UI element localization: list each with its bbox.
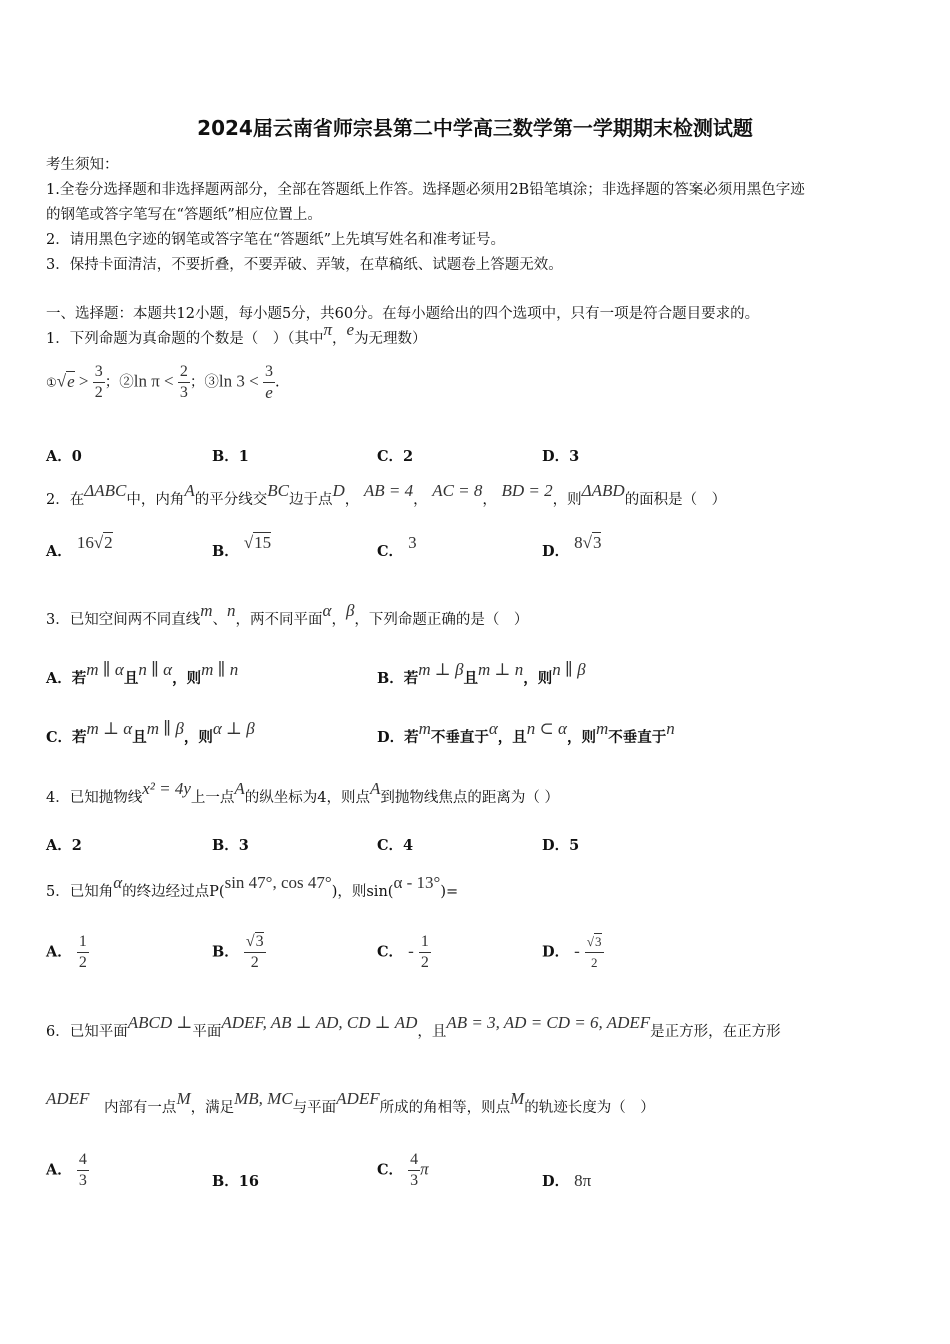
q5-a-frac xyxy=(77,932,89,973)
q2-text-1: 2．在 xyxy=(46,492,85,508)
q2-option-c-label: C． xyxy=(377,543,404,560)
q6-a-num: 4 xyxy=(77,1150,89,1171)
q2-math-8: ΔABD xyxy=(581,481,625,500)
q1-option-c[interactable]: C．2 xyxy=(377,448,414,465)
q5-text-2: 的终边经过点P( xyxy=(122,884,225,900)
q2-option-c[interactable] xyxy=(377,533,417,561)
q3-d-text-5: 不垂直于 xyxy=(608,729,667,746)
notice-item-2: 2．请用黑色字迹的钢笔或答字笔在“答题纸”上先填写姓名和准考证号。 xyxy=(46,232,506,248)
q1-option-d[interactable]: D．3 xyxy=(542,448,580,465)
q3-d-text-1: D．若 xyxy=(377,729,419,746)
q2-math-5: AB = 4 xyxy=(363,481,414,500)
q1-sqrt: √e xyxy=(56,371,75,391)
q1-frac-2 xyxy=(178,362,190,403)
q1-pi: π xyxy=(323,320,333,339)
q6-text-7: 与平面 xyxy=(292,1100,337,1116)
q4-text-2: 上一点 xyxy=(190,790,235,806)
q1-circle-1: ① xyxy=(46,375,57,390)
q1-sep-2: ；③ xyxy=(189,374,219,391)
question-6-stem-1 xyxy=(46,1013,781,1041)
q5-a-num: 1 xyxy=(77,932,89,953)
q5-d-sign: - xyxy=(574,941,580,961)
q3-math-4: β xyxy=(345,601,355,620)
q3-c-text-1: C．若 xyxy=(46,729,87,746)
q3-d-math-1: m xyxy=(418,719,431,738)
q4-math-1: x² = 4y xyxy=(142,779,191,798)
question-1-stem xyxy=(46,320,427,348)
q3-d-text-3: ，且 xyxy=(497,729,527,746)
q2-math-1: ΔABC xyxy=(84,481,127,500)
q1-text-a: 1．下列命题为真命题的个数是（ ）（其中 xyxy=(46,331,324,347)
q5-a-den: 2 xyxy=(78,954,87,971)
q5-b-num: √3 xyxy=(244,932,266,953)
q2-math-6: AC = 8 xyxy=(432,481,483,500)
q3-b-text-3: ，则 xyxy=(523,670,553,687)
q3-b-text-2: 且 xyxy=(463,670,478,687)
q4-math-2: A xyxy=(234,779,245,798)
q6-c-num: 4 xyxy=(408,1150,420,1171)
q1-ln3: ln 3 < xyxy=(218,371,263,391)
q2-a-rad: 2 xyxy=(104,533,113,552)
notice-item-3: 3．保持卡面清洁，不要折叠，不要弄破、弄皱，在草稿纸、试题卷上答题无效。 xyxy=(46,257,563,273)
question-5-stem xyxy=(46,873,459,901)
q1-sep-1: ；② xyxy=(104,374,134,391)
q5-option-c[interactable] xyxy=(377,932,431,973)
q3-c-math-3: α ⊥ β xyxy=(212,719,255,738)
q3-a-math-2: n ∥ α xyxy=(138,660,173,679)
q3-b-math-3: n ∥ β xyxy=(552,660,586,679)
q1-frac-1 xyxy=(93,362,105,403)
q5-option-b[interactable] xyxy=(212,932,266,973)
q6-text-8: 所成的角相等，则点 xyxy=(379,1100,511,1116)
q3-math-3: α xyxy=(322,601,332,620)
q2-math-4: D xyxy=(332,481,345,500)
q6-math-5: M xyxy=(176,1089,191,1108)
q6-d-label: D． xyxy=(542,1173,570,1190)
q5-b-den: 2 xyxy=(250,954,259,971)
q6-c-label: C． xyxy=(377,1161,404,1179)
question-4-stem xyxy=(46,779,560,807)
q2-option-c-value: 3 xyxy=(408,533,417,552)
q3-c-math-2: m ∥ β xyxy=(146,719,184,738)
q6-text-2: 平面 xyxy=(192,1024,222,1040)
q6-text-4: 是正方形，在正方形 xyxy=(650,1024,781,1040)
q5-c-label: C． xyxy=(377,943,404,961)
q3-d-text-4: ，则 xyxy=(566,729,596,746)
q6-math-6: MB, MC xyxy=(234,1089,293,1108)
q3-c-math-1: m ⊥ α xyxy=(86,719,133,738)
q1-frac-2-den: 3 xyxy=(179,384,188,401)
question-3-stem xyxy=(46,601,529,629)
q3-d-math-3: n ⊂ α xyxy=(526,719,567,738)
q5-d-rad: 3 xyxy=(595,934,602,949)
q5-text-3: )，则sin( xyxy=(331,884,394,900)
q6-math-3: AB = 3, AD = CD = 6, ADEF xyxy=(446,1013,651,1032)
q3-math-1: m xyxy=(200,601,213,620)
q1-end: . xyxy=(274,374,280,391)
q1-frac-3-num: 3 xyxy=(263,362,275,383)
page-title: 2024届云南省师宗县第二中学高三数学第一学期期末检测试题 xyxy=(197,116,753,140)
q2-b-rad: 15 xyxy=(254,533,272,552)
q4-option-d[interactable]: D．5 xyxy=(542,837,580,854)
q2-math-3: BC xyxy=(267,481,289,500)
q6-c-den: 3 xyxy=(410,1172,419,1189)
q5-math-3: α - 13° xyxy=(393,873,441,892)
q5-c-num: 1 xyxy=(419,932,431,953)
q6-math-8: M xyxy=(510,1089,525,1108)
q5-b-label: B． xyxy=(212,943,239,961)
q3-b-math-2: m ⊥ n xyxy=(478,660,524,679)
q3-a-text-1: A．若 xyxy=(46,670,87,687)
question-2-stem xyxy=(46,481,727,509)
q3-a-text-3: ，则 xyxy=(172,670,202,687)
q1-frac-3-den: e xyxy=(265,383,273,402)
q2-option-d-label: D． xyxy=(542,543,570,560)
q3-a-math-3: m ∥ n xyxy=(201,660,239,679)
q3-a-text-2: 且 xyxy=(123,670,139,687)
q3-d-math-4: m xyxy=(595,719,609,738)
q2-option-a[interactable] xyxy=(46,533,113,561)
q1-gt: > xyxy=(74,371,93,391)
q5-text-1: 5．已知角 xyxy=(46,884,114,900)
q6-c-pi: π xyxy=(420,1159,429,1179)
q2-text-2: 中，内角 xyxy=(126,492,185,508)
q6-math-1: ABCD ⊥ xyxy=(127,1013,193,1032)
q1-frac-2-num: 2 xyxy=(178,362,190,383)
q5-b-frac xyxy=(244,932,266,973)
q3-math-2: n xyxy=(227,601,236,620)
notice-item-1: 1.全卷分选择题和非选择题两部分，全部在答题纸上作答。选择题必须用2B铅笔填涂；非选择题的答案必须用黑色字迹 xyxy=(46,182,805,198)
q1-frac-1-num: 3 xyxy=(93,362,105,383)
q5-math-1: α xyxy=(113,873,123,892)
q4-math-3: A xyxy=(370,779,381,798)
q3-text-3: ，下列命题正确的是（ ） xyxy=(354,612,529,628)
q2-text-5: ，则 xyxy=(552,492,582,508)
q3-option-a[interactable] xyxy=(46,660,239,688)
q2-option-a-value: 16√2 xyxy=(76,533,113,552)
q6-c-frac xyxy=(408,1150,420,1191)
q3-text-2: ，两不同平面 xyxy=(235,612,323,628)
q6-a-frac xyxy=(77,1150,89,1191)
section-heading: 一、选择题：本题共12小题，每小题5分，共60分。在每小题给出的四个选项中，只有一项是符合题目要求的。 xyxy=(46,306,760,322)
q1-option-a[interactable]: A．0 xyxy=(46,448,82,465)
q2-d-coef: 8 xyxy=(574,533,583,552)
q1-e: e xyxy=(346,320,355,339)
q4-option-a[interactable]: A．2 xyxy=(46,837,82,854)
q3-sep-2: ， xyxy=(331,612,346,628)
q6-option-c[interactable] xyxy=(377,1150,429,1191)
q3-b-math-1: m ⊥ β xyxy=(418,660,464,679)
q1-option-b[interactable]: B．1 xyxy=(212,448,249,465)
q3-option-b[interactable] xyxy=(377,660,586,688)
q5-d-num: √3 xyxy=(585,932,604,953)
q4-text-1: 4．已知抛物线 xyxy=(46,790,143,806)
q6-text-9: 的轨迹长度为（ ） xyxy=(524,1100,655,1116)
q2-option-d-value: 8√3 xyxy=(574,533,602,552)
q2-option-d[interactable] xyxy=(542,533,602,561)
q5-d-den: 2 xyxy=(590,955,598,970)
q5-option-d[interactable] xyxy=(542,932,604,973)
q5-option-a[interactable] xyxy=(46,932,89,973)
q3-sep-1: 、 xyxy=(212,612,228,628)
q3-text-1: 3．已知空间两不同直线 xyxy=(46,612,201,628)
q4-option-b[interactable]: B．3 xyxy=(212,837,249,854)
q4-option-c[interactable]: C．4 xyxy=(377,837,414,854)
notice-item-1-cont: 的钢笔或答字笔写在“答题纸”相应位置上。 xyxy=(46,207,322,223)
q2-text-6: 的面积是（ ） xyxy=(624,492,727,508)
q6-a-label: A． xyxy=(46,1161,72,1179)
question-1-statements xyxy=(46,362,280,403)
q6-math-2: ADEF, AB ⊥ AD, CD ⊥ AD xyxy=(221,1013,418,1032)
q2-option-b-label: B． xyxy=(212,543,239,560)
q1-sqrt-e: e xyxy=(67,371,75,391)
q3-d-math-2: α xyxy=(488,719,498,738)
q3-a-math-1: m ∥ α xyxy=(86,660,124,679)
q2-comma-3: ， xyxy=(482,492,497,508)
q2-d-rad: 3 xyxy=(592,533,602,552)
q1-frac-3 xyxy=(263,362,275,403)
q3-option-c[interactable] xyxy=(46,719,255,747)
q2-comma-1: ， xyxy=(344,492,360,508)
q6-option-b[interactable]: B．16 xyxy=(212,1173,259,1190)
q2-text-4: 边于点 xyxy=(288,492,333,508)
q5-c-den: 2 xyxy=(420,954,429,971)
q6-text-1: 6．已知平面 xyxy=(46,1024,128,1040)
q3-b-text-1: B．若 xyxy=(377,670,419,687)
q6-text-5: 内部有一点 xyxy=(103,1100,177,1116)
q6-d-value: 8π xyxy=(574,1171,592,1190)
q5-b-rad: 3 xyxy=(255,933,264,950)
q6-option-a[interactable] xyxy=(46,1150,89,1191)
q2-option-a-label: A． xyxy=(46,543,72,560)
q5-c-sign: - xyxy=(408,941,414,961)
q5-math-2: sin 47°, cos 47° xyxy=(224,873,332,892)
q6-text-6: ，满足 xyxy=(190,1100,235,1116)
q5-a-label: A． xyxy=(46,943,72,961)
q1-text-b: 为无理数） xyxy=(354,331,427,347)
q6-option-d[interactable] xyxy=(542,1170,591,1191)
q2-option-b[interactable] xyxy=(212,533,272,561)
q6-math-7: ADEF xyxy=(336,1089,380,1108)
q5-d-frac xyxy=(585,932,604,973)
q4-text-4: 到抛物线焦点的距离为（ ） xyxy=(380,790,560,806)
q1-frac-1-den: 2 xyxy=(94,384,103,401)
q4-text-3: 的纵坐标为4，则点 xyxy=(244,790,371,806)
question-6-stem-2 xyxy=(46,1089,655,1117)
q3-c-text-3: ，则 xyxy=(183,729,213,746)
q6-text-3: ，且 xyxy=(417,1024,447,1040)
q5-text-4: )= xyxy=(440,884,459,900)
q1-comma: ， xyxy=(332,331,347,347)
q3-d-math-5: n xyxy=(666,719,675,738)
q5-d-label: D． xyxy=(542,943,570,961)
q6-math-4: ADEF xyxy=(46,1089,90,1108)
q2-text-3: 的平分线交 xyxy=(194,492,268,508)
q2-option-b-value: √15 xyxy=(243,533,272,552)
q3-option-d[interactable] xyxy=(377,719,675,747)
q3-c-text-2: 且 xyxy=(132,729,147,746)
q2-math-2: A xyxy=(184,481,195,500)
q3-d-text-2: 不垂直于 xyxy=(430,729,489,746)
q1-ln-pi: ln π < xyxy=(133,371,178,391)
q2-a-coef: 16 xyxy=(76,533,94,552)
notice-heading: 考生须知： xyxy=(46,157,119,173)
q6-a-den: 3 xyxy=(78,1172,87,1189)
q2-math-7: BD = 2 xyxy=(501,481,553,500)
q2-comma-2: ， xyxy=(413,492,428,508)
q5-c-frac xyxy=(419,932,431,973)
